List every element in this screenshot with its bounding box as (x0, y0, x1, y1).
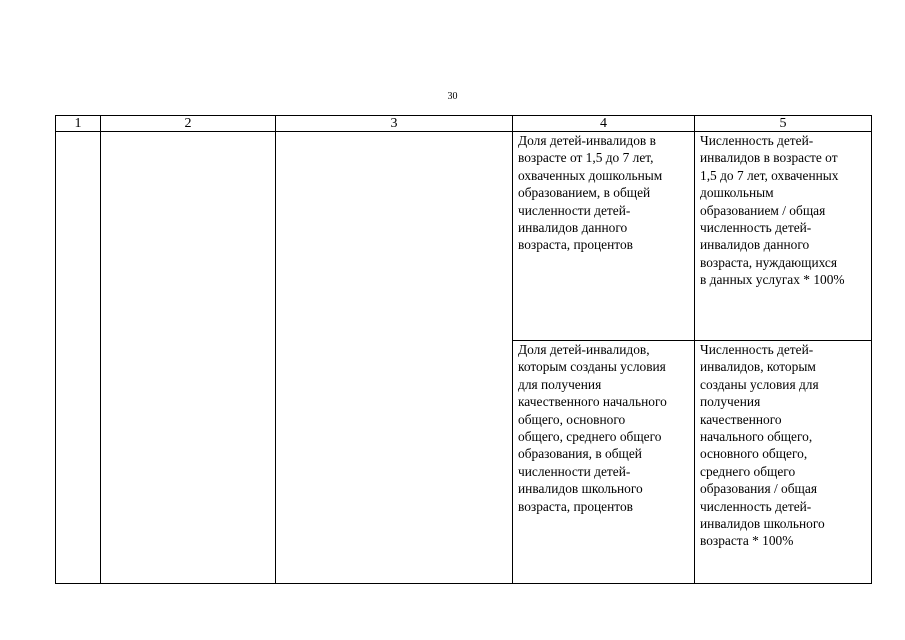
cell-col-3 (276, 132, 513, 584)
header-col-3: 3 (276, 116, 513, 132)
text-line: численность детей- (700, 498, 812, 514)
calculation-method-text (695, 341, 871, 550)
text-line: возраста, процентов (518, 498, 633, 514)
calculation-method-cell (695, 132, 872, 341)
text-line: качественного начального (518, 394, 667, 410)
text-line: общего, основного (518, 411, 626, 427)
indicator-name-cell (513, 341, 695, 584)
text-line: инвалидов в возрасте от (700, 150, 838, 166)
text-line: 1,5 до 7 лет, охваченных (700, 167, 839, 183)
text-line: образованием, в общей (518, 185, 651, 201)
header-col-2: 2 (101, 116, 276, 132)
cell-col-1 (56, 132, 101, 584)
text-line: основного общего, (700, 446, 808, 462)
text-line: начального общего, (700, 429, 813, 445)
indicator-name-text (513, 132, 694, 254)
text-line: охваченных дошкольным (518, 167, 663, 183)
text-line: образования, в общей (518, 446, 642, 462)
header-col-5: 5 (695, 116, 872, 132)
indicator-table (55, 115, 872, 584)
text-line: Численность детей- (700, 133, 814, 148)
text-line: среднего общего (700, 463, 796, 479)
calculation-method-cell (695, 341, 872, 584)
text-line: возраста, нуждающихся (700, 254, 838, 270)
text-line: численность детей- (700, 220, 812, 236)
indicator-name-text (513, 341, 694, 515)
text-line: образования / общая (700, 481, 817, 497)
header-col-1: 1 (56, 116, 101, 132)
text-line: Доля детей-инвалидов в (518, 133, 656, 148)
text-line: для получения (518, 376, 602, 392)
text-line: дошкольным (700, 185, 774, 201)
text-line: инвалидов школьного (700, 516, 825, 532)
cell-col-2 (101, 132, 276, 584)
text-line: численности детей- (518, 202, 631, 218)
calculation-method-text (695, 132, 871, 289)
text-line: в данных услугах * 100% (700, 272, 845, 288)
text-line: получения (700, 394, 761, 410)
text-line: Численность детей- (700, 342, 814, 357)
header-col-4: 4 (513, 116, 695, 132)
text-line: возрасте от 1,5 до 7 лет, (518, 150, 654, 166)
text-line: возраста, процентов (518, 237, 633, 253)
text-line: общего, среднего общего (518, 429, 662, 445)
text-line: инвалидов данного (518, 220, 628, 236)
text-line: которым созданы условия (518, 359, 666, 375)
text-line: инвалидов данного (700, 237, 810, 253)
text-line: численности детей- (518, 463, 631, 479)
text-line: созданы условия для (700, 376, 819, 392)
text-line: инвалидов школьного (518, 481, 643, 497)
text-line: возраста * 100% (700, 533, 794, 549)
header-row (56, 116, 872, 132)
text-line: образованием / общая (700, 202, 826, 218)
text-line: Доля детей-инвалидов, (518, 342, 650, 357)
indicator-name-cell (513, 132, 695, 341)
text-line: качественного (700, 411, 782, 427)
page-number: 30 (447, 91, 458, 102)
text-line: инвалидов, которым (700, 359, 816, 375)
table-row (56, 132, 872, 341)
